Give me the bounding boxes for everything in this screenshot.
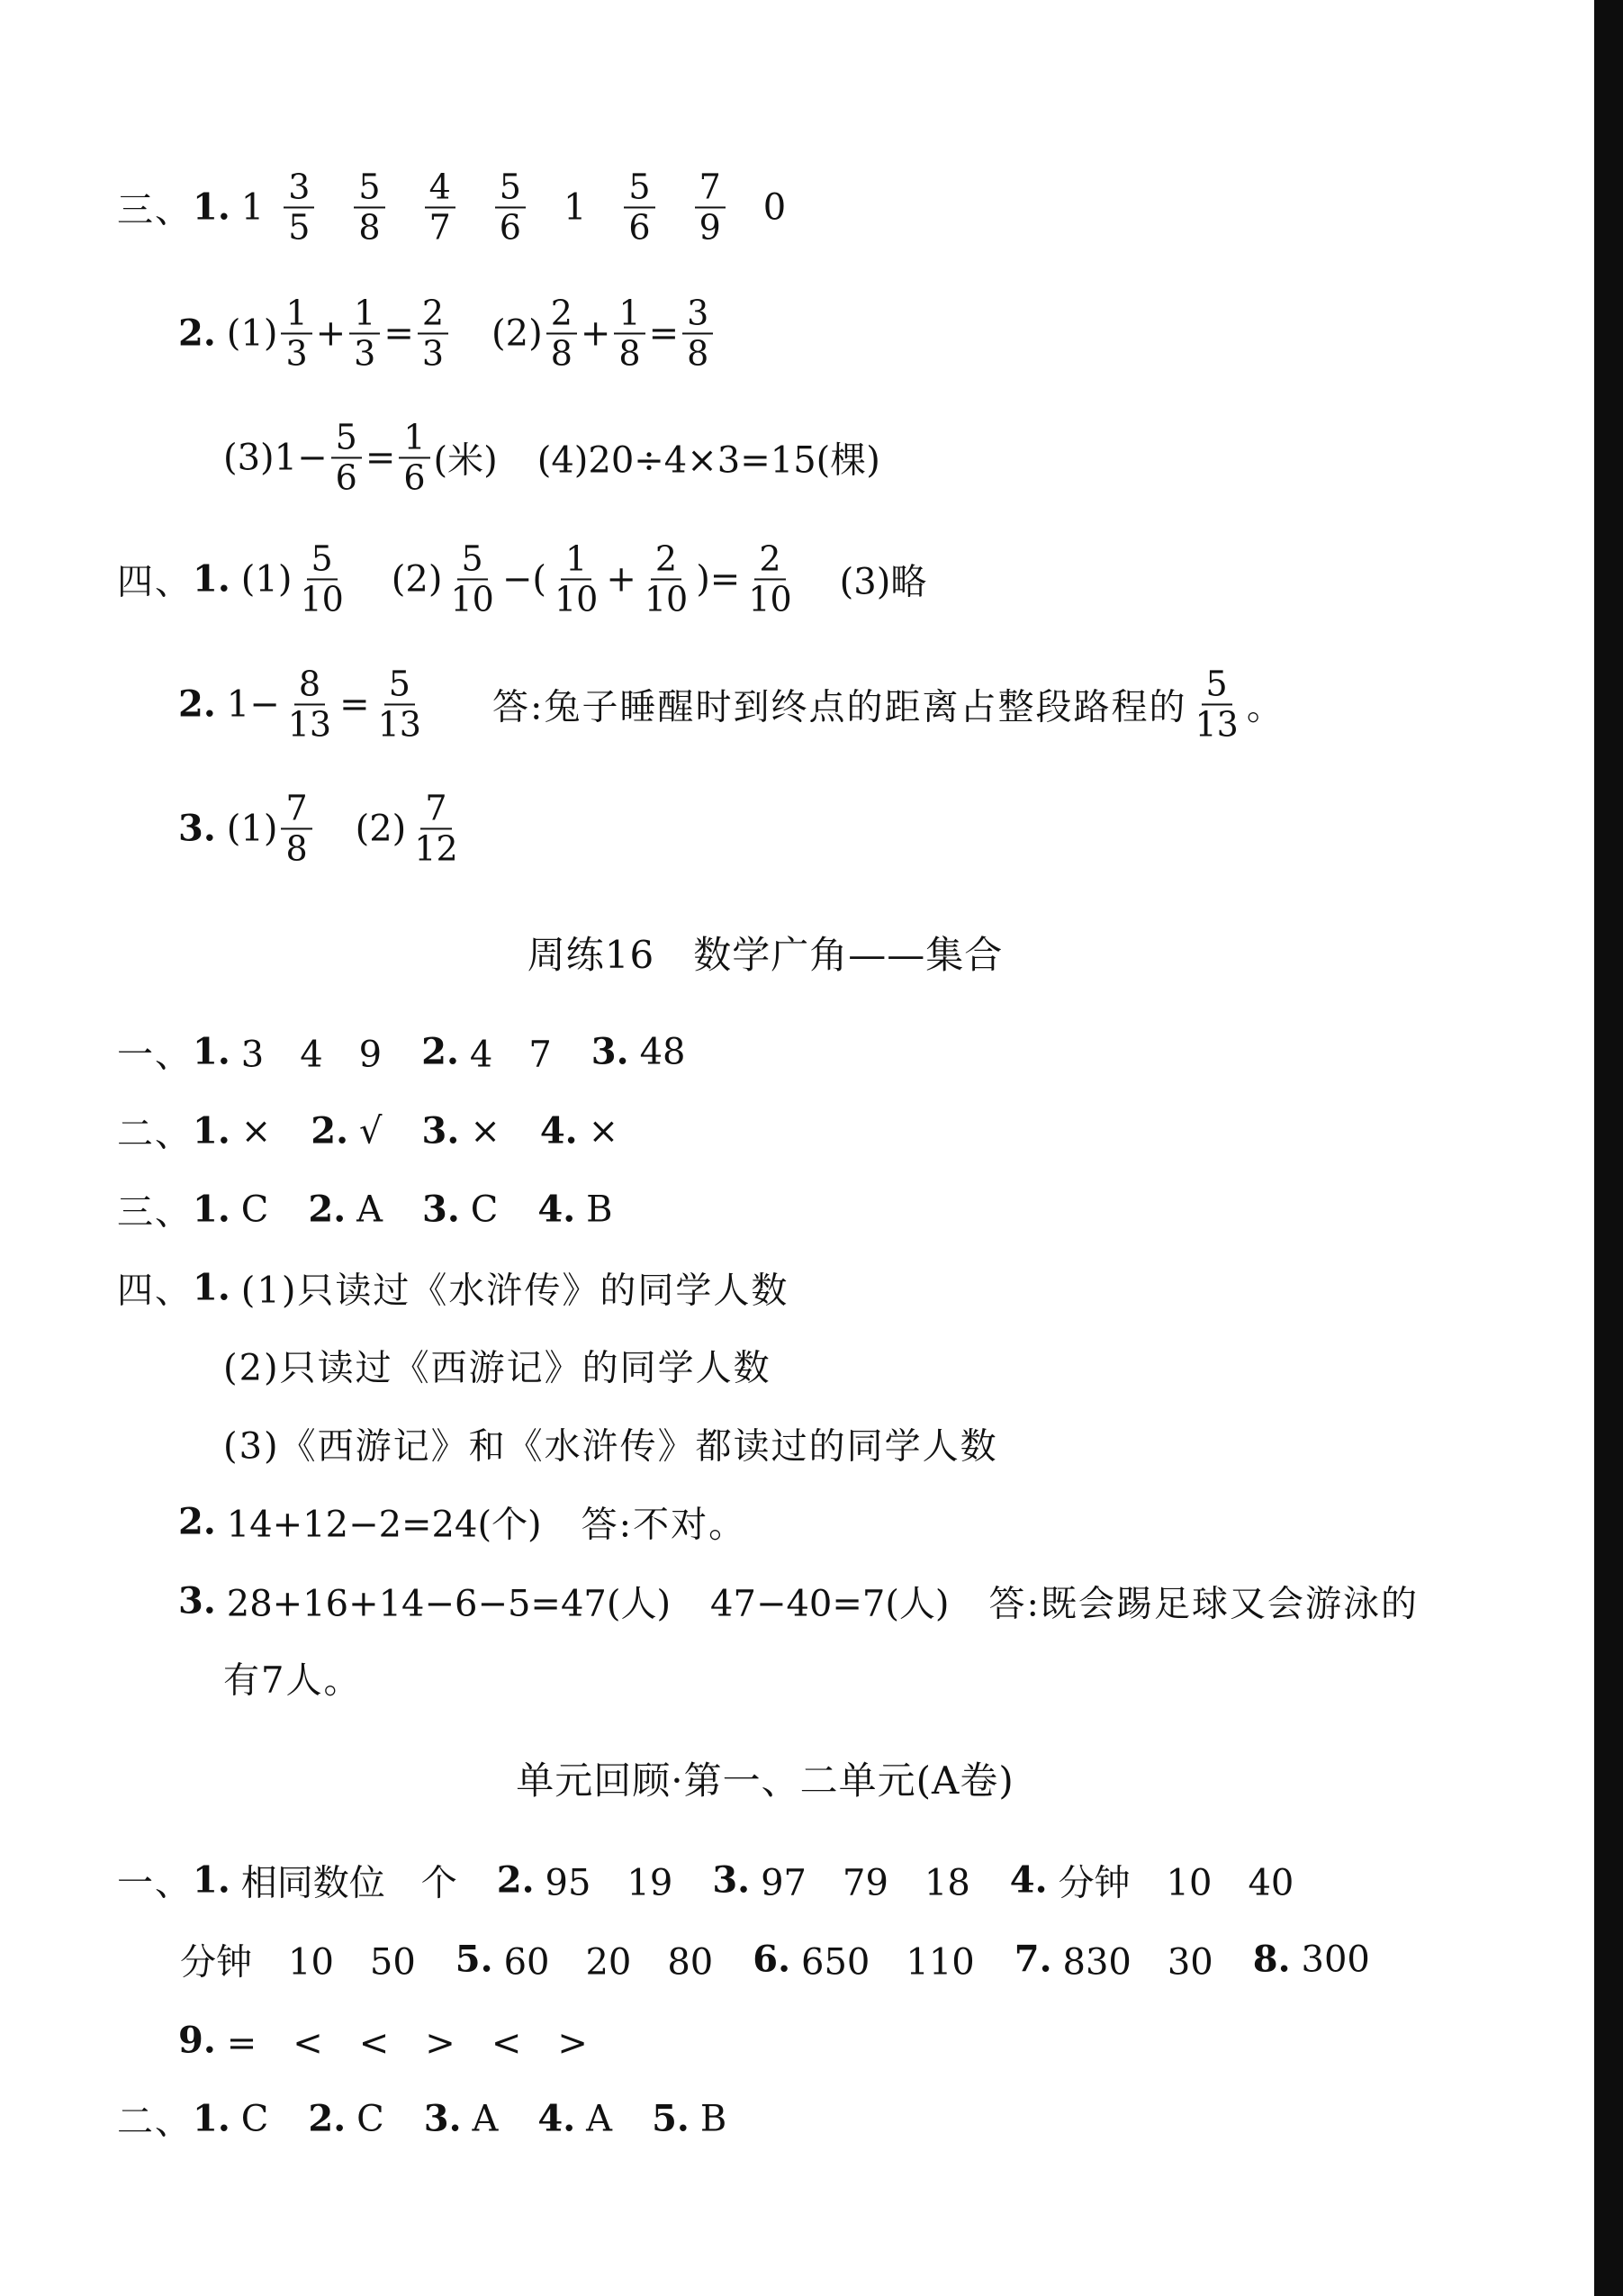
- fraction: $\frac{3}{8}$: [682, 294, 713, 372]
- section-label: 一、: [117, 1034, 193, 1076]
- item-number: 1.: [193, 557, 230, 601]
- fraction: $\frac{5}{13}$: [377, 664, 421, 744]
- answer-line-b2-8: [178, 1576, 1419, 1627]
- punctuation: 。: [1246, 686, 1283, 728]
- item-number: 2.: [178, 1500, 216, 1543]
- answer-text: 60 20 80: [503, 1941, 714, 1984]
- answer-line-b3-2: [180, 1934, 1370, 1985]
- answer-text: 分钟 10 50: [180, 1941, 416, 1984]
- answer-text: 48: [639, 1031, 686, 1072]
- item-number: 1.: [193, 2097, 230, 2140]
- answer-line-4-2: [178, 664, 1283, 743]
- answer-line-4-1: [117, 539, 926, 618]
- answer-text: 答:既会踢足球又会游泳的: [988, 1583, 1420, 1625]
- answer-line-b3-4: [117, 2093, 726, 2145]
- operator: =: [648, 312, 680, 354]
- answer-line-b2-6: [223, 1418, 998, 1469]
- answer-text: 14+12−2=24(个): [226, 1504, 542, 1546]
- fraction: $\frac{5}{6}$: [331, 418, 362, 496]
- item-number: 4.: [537, 2097, 576, 2140]
- answer-text: √: [359, 1110, 383, 1152]
- item-number: 1.: [193, 185, 230, 229]
- fraction: $\frac{5}{10}$: [450, 538, 494, 619]
- value: 1: [240, 186, 265, 228]
- answer-text: C: [356, 2098, 384, 2139]
- item-number: 2.: [308, 2097, 347, 2140]
- value: 1: [563, 186, 587, 228]
- expression: 1−: [226, 683, 280, 725]
- operator: =: [383, 312, 414, 354]
- item-number: 3.: [421, 1109, 460, 1153]
- answer-text: C: [470, 1189, 499, 1230]
- operator: +: [315, 312, 347, 354]
- answer-text: 300: [1301, 1939, 1370, 1980]
- part-label: (2): [391, 558, 443, 600]
- answer-text: 47−40=7(人): [710, 1583, 950, 1625]
- answer-text: 830 30: [1062, 1941, 1213, 1984]
- operator: )=: [696, 558, 741, 600]
- fraction: $\frac{2}{3}$: [418, 294, 448, 372]
- section-label: 二、: [117, 2101, 193, 2143]
- fraction: $\frac{5}{13}$: [1195, 664, 1239, 744]
- item-number: 8.: [1252, 1938, 1291, 1981]
- answer-text: (1)只读过《水浒传》的同学人数: [240, 1270, 789, 1312]
- item-number: 9.: [178, 2019, 216, 2062]
- answer-text: 4 7: [469, 1034, 552, 1076]
- item-number: 5.: [652, 2097, 690, 2140]
- answer-line-3-2: [178, 294, 717, 372]
- answer-text: 97 79 18: [761, 1862, 970, 1904]
- answer-text: 有7人。: [223, 1659, 362, 1702]
- fraction: $\frac{2}{8}$: [546, 294, 577, 372]
- fraction: $\frac{5}{10}$: [300, 538, 344, 619]
- fraction: $\frac{2}{10}$: [748, 538, 792, 619]
- answer-text: B: [699, 2098, 727, 2139]
- item-number: 1.: [193, 1266, 230, 1309]
- fraction: $\frac{7}{8}$: [281, 789, 311, 867]
- section-title-week16: 周练16 数学广角——集合: [527, 933, 1004, 977]
- part-label: (2): [491, 312, 543, 354]
- answer-line-b3-3: [178, 2015, 588, 2066]
- answer-text: 答:兔子睡醒时到终点的距离占整段路程的: [491, 686, 1187, 728]
- item-number: 4.: [539, 1109, 578, 1153]
- item-number: 2.: [308, 1188, 347, 1231]
- item-number: 2.: [311, 1109, 349, 1153]
- answer-text: ×: [588, 1110, 619, 1152]
- fraction: $\frac{5}{6}$: [624, 167, 654, 246]
- section-label: 二、: [117, 1113, 193, 1155]
- section-label: 四、: [117, 561, 193, 603]
- item-number: 1.: [193, 1858, 230, 1902]
- fraction: $\frac{7}{9}$: [695, 167, 726, 246]
- fraction: $\frac{1}{6}$: [399, 418, 429, 496]
- answer-line-b2-7: [178, 1496, 746, 1548]
- fraction: $\frac{2}{10}$: [644, 538, 689, 619]
- operator: −(: [501, 558, 546, 600]
- fraction: $\frac{8}{13}$: [287, 664, 332, 744]
- answer-text: 28+16+14−6−5=47(人): [226, 1583, 672, 1625]
- answer-text: B: [586, 1189, 613, 1230]
- answer-line-b2-5: [223, 1340, 771, 1391]
- item-number: 4.: [1009, 1858, 1048, 1902]
- section-label: 三、: [117, 189, 193, 231]
- answer-line-b2-4: [117, 1262, 789, 1314]
- item-number: 4.: [537, 1188, 576, 1231]
- item-number: 6.: [753, 1938, 791, 1981]
- answer-text: = < < > < >: [226, 2022, 588, 2065]
- fraction: $\frac{4}{7}$: [425, 167, 455, 246]
- answer-line-b2-2: [117, 1106, 618, 1157]
- scan-edge: [1594, 0, 1623, 2296]
- answer-line-b3-1: [117, 1855, 1294, 1906]
- answer-text: C: [240, 1189, 269, 1230]
- section-title-unit-review: 单元回顾·第一、二单元(A卷): [516, 1758, 1014, 1803]
- fraction: $\frac{7}{12}$: [414, 788, 458, 868]
- answer-text: 95 19: [545, 1862, 673, 1904]
- part-label: (3)1−: [223, 437, 328, 478]
- item-number: 3.: [591, 1030, 629, 1073]
- section-label: 一、: [117, 1862, 193, 1904]
- answer-text: 650 110: [801, 1941, 975, 1984]
- item-number: 3.: [422, 1188, 460, 1231]
- fraction: $\frac{5}{6}$: [495, 167, 526, 246]
- item-number: 3.: [712, 1858, 751, 1902]
- answer-text: (3)《西游记》和《水浒传》都读过的同学人数: [223, 1425, 998, 1468]
- item-number: 1.: [193, 1109, 230, 1153]
- answer-line-4-3: [178, 789, 466, 867]
- part-label: (1): [226, 808, 278, 849]
- value: 0: [762, 186, 787, 228]
- answer-text: 相同数位 个: [240, 1862, 457, 1904]
- item-number: 3.: [423, 2097, 462, 2140]
- fraction: $\frac{3}{5}$: [284, 167, 314, 246]
- item-number: 2.: [178, 312, 216, 355]
- part-label: (1): [226, 312, 278, 354]
- answer-text: A: [356, 1189, 383, 1230]
- fraction: $\frac{1}{8}$: [614, 294, 645, 372]
- answer-text: ×: [470, 1110, 500, 1152]
- part-label: (1): [240, 558, 293, 600]
- section-label: 四、: [117, 1270, 193, 1312]
- answer-text: C: [240, 2098, 269, 2139]
- answer-text: 分钟 10 40: [1058, 1862, 1294, 1904]
- unit: (米): [433, 439, 498, 482]
- answer-line-b2-1: [117, 1026, 685, 1078]
- answer-text: (2)只读过《西游记》的同学人数: [223, 1347, 771, 1389]
- part-label: (2): [355, 808, 407, 849]
- answer-line-b2-3: [117, 1184, 613, 1235]
- item-number: 3.: [178, 807, 216, 850]
- item-number: 3.: [178, 1579, 216, 1623]
- item-number: 5.: [455, 1938, 493, 1981]
- answer-text: A: [586, 2098, 613, 2139]
- answer-text: 答:不对。: [581, 1504, 747, 1546]
- item-number: 2.: [421, 1030, 459, 1073]
- section-label: 三、: [117, 1191, 193, 1234]
- operator: =: [339, 683, 370, 725]
- item-number: 2.: [496, 1858, 535, 1902]
- operator: =: [365, 437, 396, 478]
- part-label: (4)20÷4×3=15(棵): [536, 439, 880, 482]
- part-label: (3)略: [839, 561, 927, 603]
- answer-text: ×: [240, 1110, 272, 1152]
- fraction: $\frac{1}{3}$: [281, 294, 311, 372]
- answer-text: A: [472, 2098, 499, 2139]
- item-number: 1.: [193, 1030, 230, 1073]
- operator: +: [580, 312, 611, 354]
- operator: +: [606, 558, 636, 600]
- answer-line-3-1: [117, 167, 786, 246]
- answer-line-3-2b: [223, 418, 880, 496]
- answer-text: 3 4 9: [240, 1034, 383, 1076]
- fraction: $\frac{1}{3}$: [349, 294, 380, 372]
- fraction: $\frac{1}{10}$: [554, 538, 599, 619]
- item-number: 2.: [178, 682, 216, 726]
- item-number: 7.: [1014, 1938, 1052, 1981]
- answer-line-b2-9: [223, 1652, 361, 1704]
- item-number: 1.: [193, 1188, 230, 1231]
- fraction: $\frac{5}{8}$: [354, 167, 384, 246]
